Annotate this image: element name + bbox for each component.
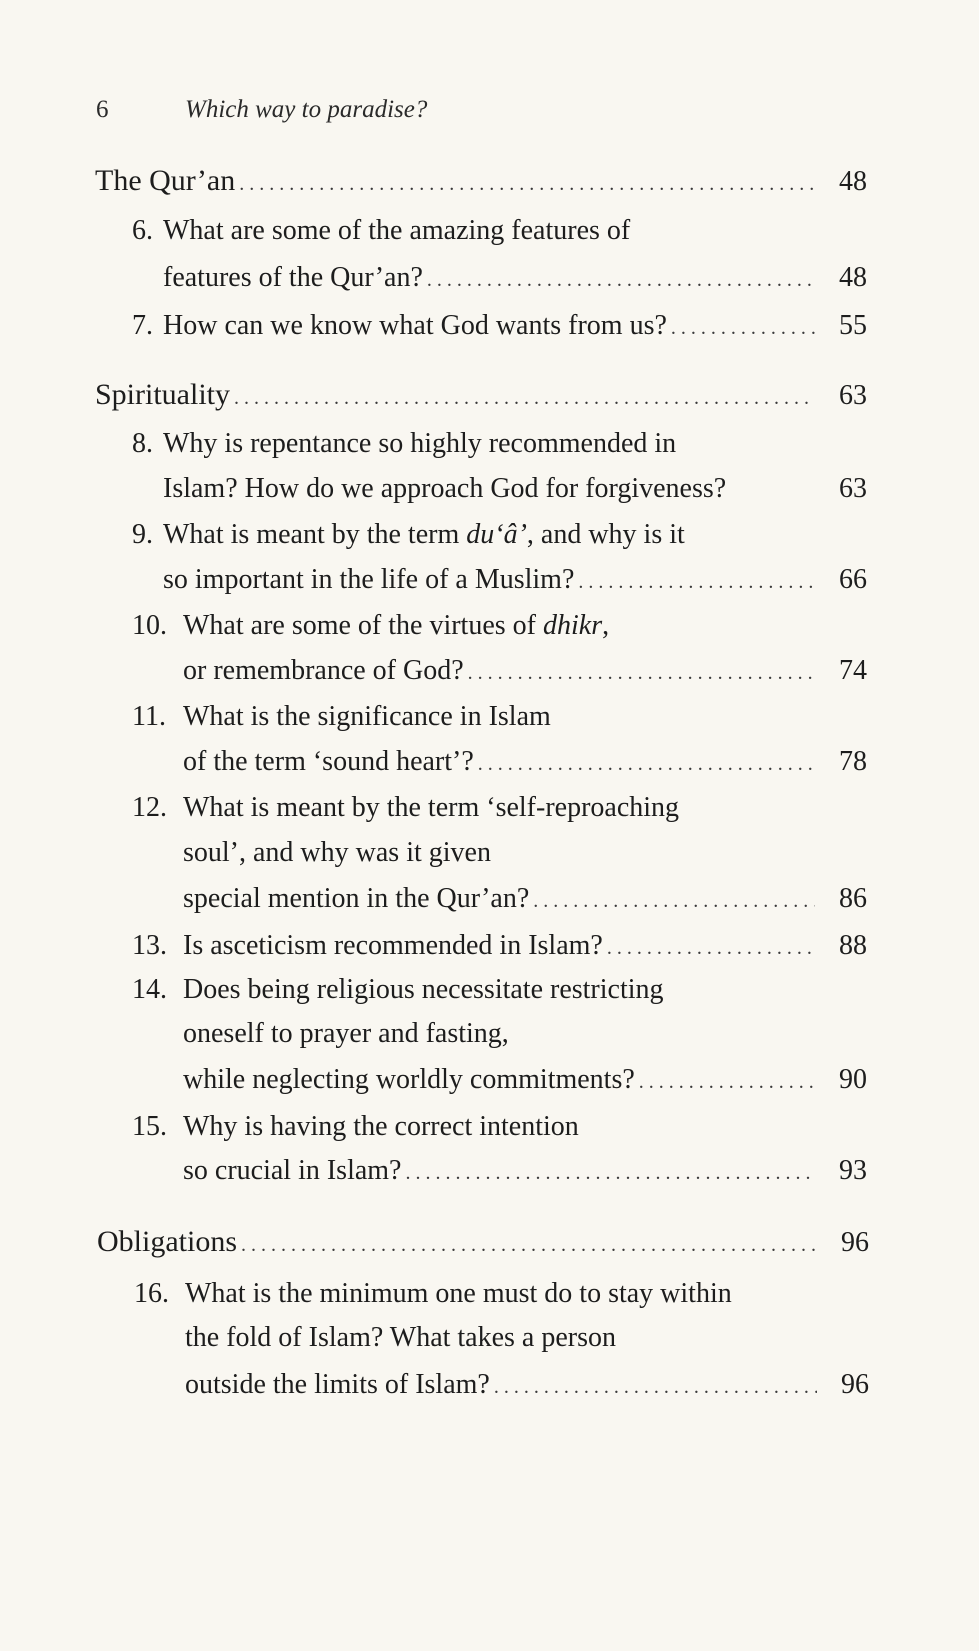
toc-page-number: 88: [839, 930, 867, 961]
toc-entry-line: of the term ‘sound heart’?: [183, 746, 474, 777]
toc-entry-q16[interactable]: [185, 1371, 869, 1399]
toc-entry-number: 14.: [132, 974, 167, 1005]
italic-term: du‘â’: [466, 519, 527, 550]
toc-entry-line[interactable]: What is meant by the term ‘self-reproaching: [183, 792, 680, 823]
toc-section-obligations[interactable]: [97, 1227, 869, 1257]
toc-entry-line[interactable]: oneself to prayer and fasting,: [183, 1018, 509, 1049]
toc-page-number: 66: [839, 564, 867, 595]
dot-leader: [234, 388, 815, 408]
toc-entry-q13[interactable]: [183, 932, 867, 960]
toc-entry-number: 7.: [132, 310, 153, 341]
toc-entry-line[interactable]: soul’, and why was it given: [183, 837, 491, 868]
toc-entry-q10[interactable]: [183, 657, 867, 685]
book-title: Which way to paradise?: [185, 96, 428, 123]
toc-entry-line[interactable]: the fold of Islam? What takes a person: [185, 1322, 617, 1353]
dot-leader: [607, 938, 815, 958]
toc-entry-q6[interactable]: [163, 264, 867, 292]
line-text: What is meant by the term: [163, 519, 467, 550]
toc-page-number: 90: [839, 1064, 867, 1095]
toc-entry-number: 10.: [132, 610, 167, 641]
line-text: What are some of the virtues of: [183, 610, 543, 641]
toc-entry-line: while neglecting worldly commitments?: [183, 1064, 635, 1095]
toc-entry-number: 8.: [132, 428, 153, 459]
toc-entry-q14[interactable]: [183, 1066, 867, 1094]
toc-entry-q8[interactable]: [163, 475, 867, 503]
toc-entry-number: 13.: [132, 930, 167, 961]
toc-entry-line: so important in the life of a Muslim?: [163, 564, 575, 595]
toc-entry-line[interactable]: [183, 612, 609, 640]
dot-leader: [468, 663, 815, 683]
dot-leader: [533, 891, 815, 911]
italic-term: dhikr: [542, 610, 603, 641]
dot-leader: [494, 1377, 817, 1397]
dot-leader: [478, 754, 815, 774]
toc-entry-line: outside the limits of Islam?: [185, 1369, 490, 1400]
toc-section-spirituality[interactable]: [95, 380, 867, 410]
toc-entry-line: How can we know what God wants from us?: [163, 310, 667, 341]
toc-section-quran[interactable]: [95, 166, 867, 196]
toc-entry-line[interactable]: What is the significance in Islam: [183, 701, 551, 732]
section-page-number: 96: [841, 1227, 869, 1258]
toc-entry-line: special mention in the Qur’an?: [183, 883, 530, 914]
toc-page-number: 96: [841, 1369, 869, 1400]
toc-page-number: 48: [839, 262, 867, 293]
toc-entry-line[interactable]: [163, 521, 685, 549]
toc-entry-number: 9.: [132, 519, 153, 550]
dot-leader: [405, 1163, 815, 1183]
toc-entry-number: 15.: [132, 1111, 167, 1142]
toc-entry-q15[interactable]: [183, 1157, 867, 1185]
section-title: Obligations: [97, 1225, 237, 1258]
toc-entry-line: or remembrance of God?: [183, 655, 464, 686]
section-title: Spirituality: [95, 378, 230, 411]
dot-leader: [241, 1235, 817, 1255]
toc-entry-line[interactable]: Why is having the correct intention: [183, 1111, 579, 1142]
section-page-number: 63: [839, 380, 867, 411]
toc-entry-number: 6.: [132, 215, 153, 246]
toc-page-number: 78: [839, 746, 867, 777]
toc-entry-line[interactable]: What are some of the amazing features of: [163, 215, 631, 246]
section-page-number: 48: [839, 166, 867, 197]
toc-entry-line: Islam? How do we approach God for forgiveness?: [163, 473, 727, 504]
toc-entry-q7[interactable]: [163, 312, 867, 340]
section-title: The Qur’an: [95, 164, 236, 197]
dot-leader: [639, 1072, 815, 1092]
toc-entry-q11[interactable]: [183, 748, 867, 776]
toc-page-number: 86: [839, 883, 867, 914]
toc-entry-number: 11.: [132, 701, 166, 732]
dot-leader: [427, 270, 815, 290]
toc-entry-line[interactable]: What is the minimum one must do to stay within: [185, 1278, 732, 1309]
toc-entry-line[interactable]: Does being religious necessitate restricting: [183, 974, 664, 1005]
page-number: 6: [96, 96, 109, 123]
toc-entry-line: so crucial in Islam?: [183, 1155, 402, 1186]
line-text: ,: [602, 610, 610, 641]
dot-leader: [578, 572, 815, 592]
toc-entry-q12[interactable]: [183, 885, 867, 913]
toc-entry-line[interactable]: Why is repentance so highly recommended in: [163, 428, 677, 459]
dot-leader: [239, 174, 815, 194]
running-head: [96, 96, 427, 124]
line-text: , and why is it: [526, 519, 685, 550]
toc-page-number: 74: [839, 655, 867, 686]
toc-entry-line: Is asceticism recommended in Islam?: [183, 930, 603, 961]
toc-entry-q9[interactable]: [163, 566, 867, 594]
toc-entry-line: features of the Qur’an?: [163, 262, 423, 293]
toc-page-number: 63: [839, 473, 867, 504]
toc-entry-number: 16.: [134, 1278, 169, 1309]
toc-page-number: 93: [839, 1155, 867, 1186]
toc-page-number: 55: [839, 310, 867, 341]
toc-entry-number: 12.: [132, 792, 167, 823]
dot-leader: [671, 318, 815, 338]
